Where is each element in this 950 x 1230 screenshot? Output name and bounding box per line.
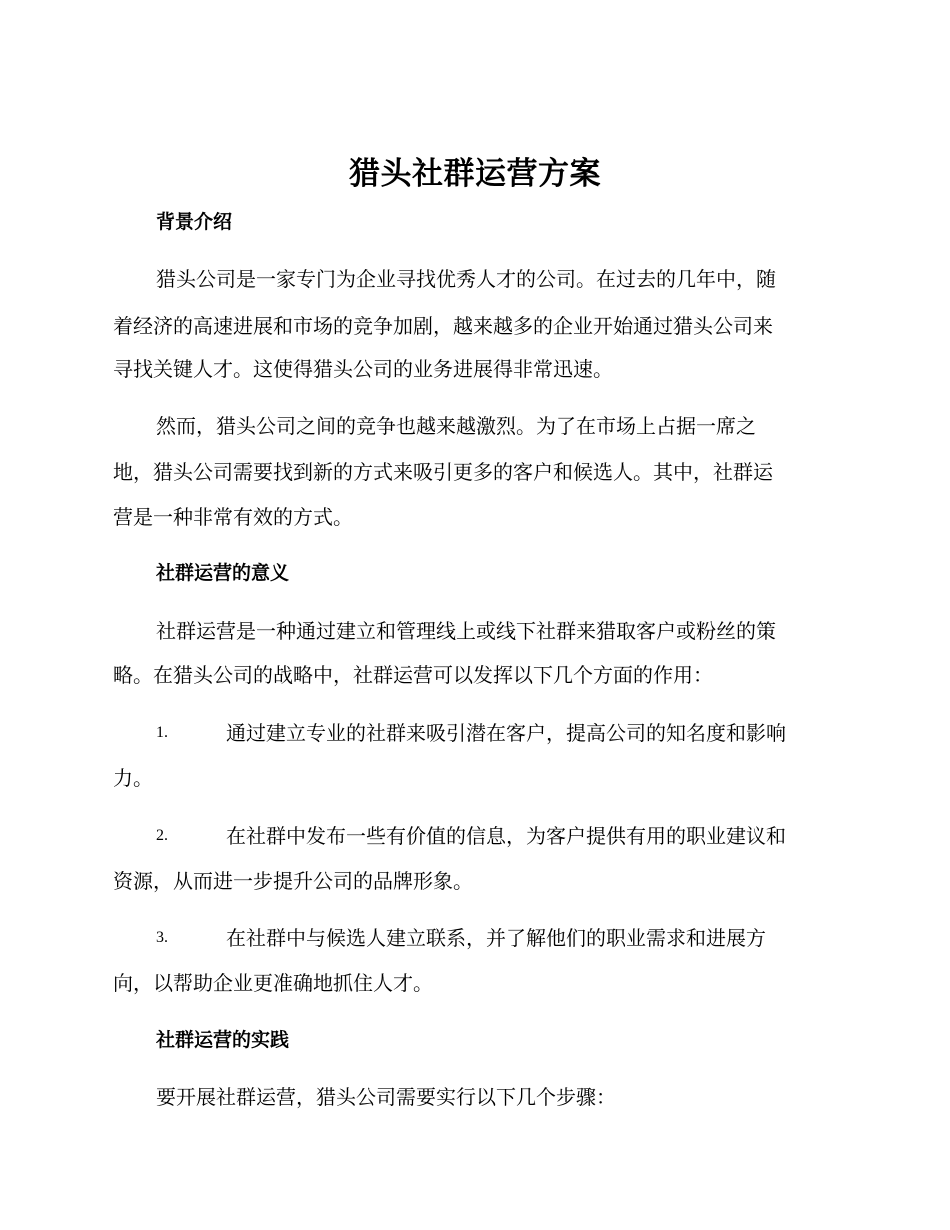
paragraph-line: 然而，猎头公司之间的竞争也越来越激烈。为了在市场上占据一席之 [156, 414, 756, 438]
paragraph-line: 地，猎头公司需要找到新的方式来吸引更多的客户和候选人。其中，社群运 [113, 460, 773, 484]
list-item-line: 向，以帮助企业更准确地抓住人才。 [113, 971, 433, 995]
list-number: 3. [156, 929, 168, 946]
section-heading-practice: 社群运营的实践 [156, 1029, 290, 1051]
document-title: 猎头社群运营方案 [349, 156, 601, 192]
section-heading-significance: 社群运营的意义 [156, 562, 290, 584]
paragraph-line: 着经济的高速进展和市场的竞争加剧，越来越多的企业开始通过猎头公司来 [113, 314, 773, 338]
paragraph-line: 要开展社群运营，猎头公司需要实行以下几个步骤： [156, 1085, 616, 1109]
section-heading-background: 背景介绍 [156, 211, 233, 233]
list-item-line: 在社群中发布一些有价值的信息，为客户提供有用的职业建议和 [226, 824, 786, 848]
list-number: 2. [156, 827, 168, 844]
paragraph-line: 猎头公司是一家专门为企业寻找优秀人才的公司。在过去的几年中，随 [156, 267, 776, 291]
paragraph-line: 营是一种非常有效的方式。 [113, 505, 353, 529]
list-item-line: 资源，从而进一步提升公司的品牌形象。 [113, 869, 473, 893]
paragraph-line: 社群运营是一种通过建立和管理线上或线下社群来猎取客户或粉丝的策 [156, 619, 776, 643]
list-item-line: 力。 [113, 766, 153, 790]
list-number: 1. [156, 724, 168, 741]
paragraph-line: 寻找关键人才。这使得猎头公司的业务进展得非常迅速。 [113, 357, 613, 381]
list-item-line: 在社群中与候选人建立联系，并了解他们的职业需求和进展方 [226, 926, 766, 950]
list-item-line: 通过建立专业的社群来吸引潜在客户，提高公司的知名度和影响 [226, 721, 786, 745]
paragraph-line: 略。在猎头公司的战略中，社群运营可以发挥以下几个方面的作用： [113, 663, 713, 687]
